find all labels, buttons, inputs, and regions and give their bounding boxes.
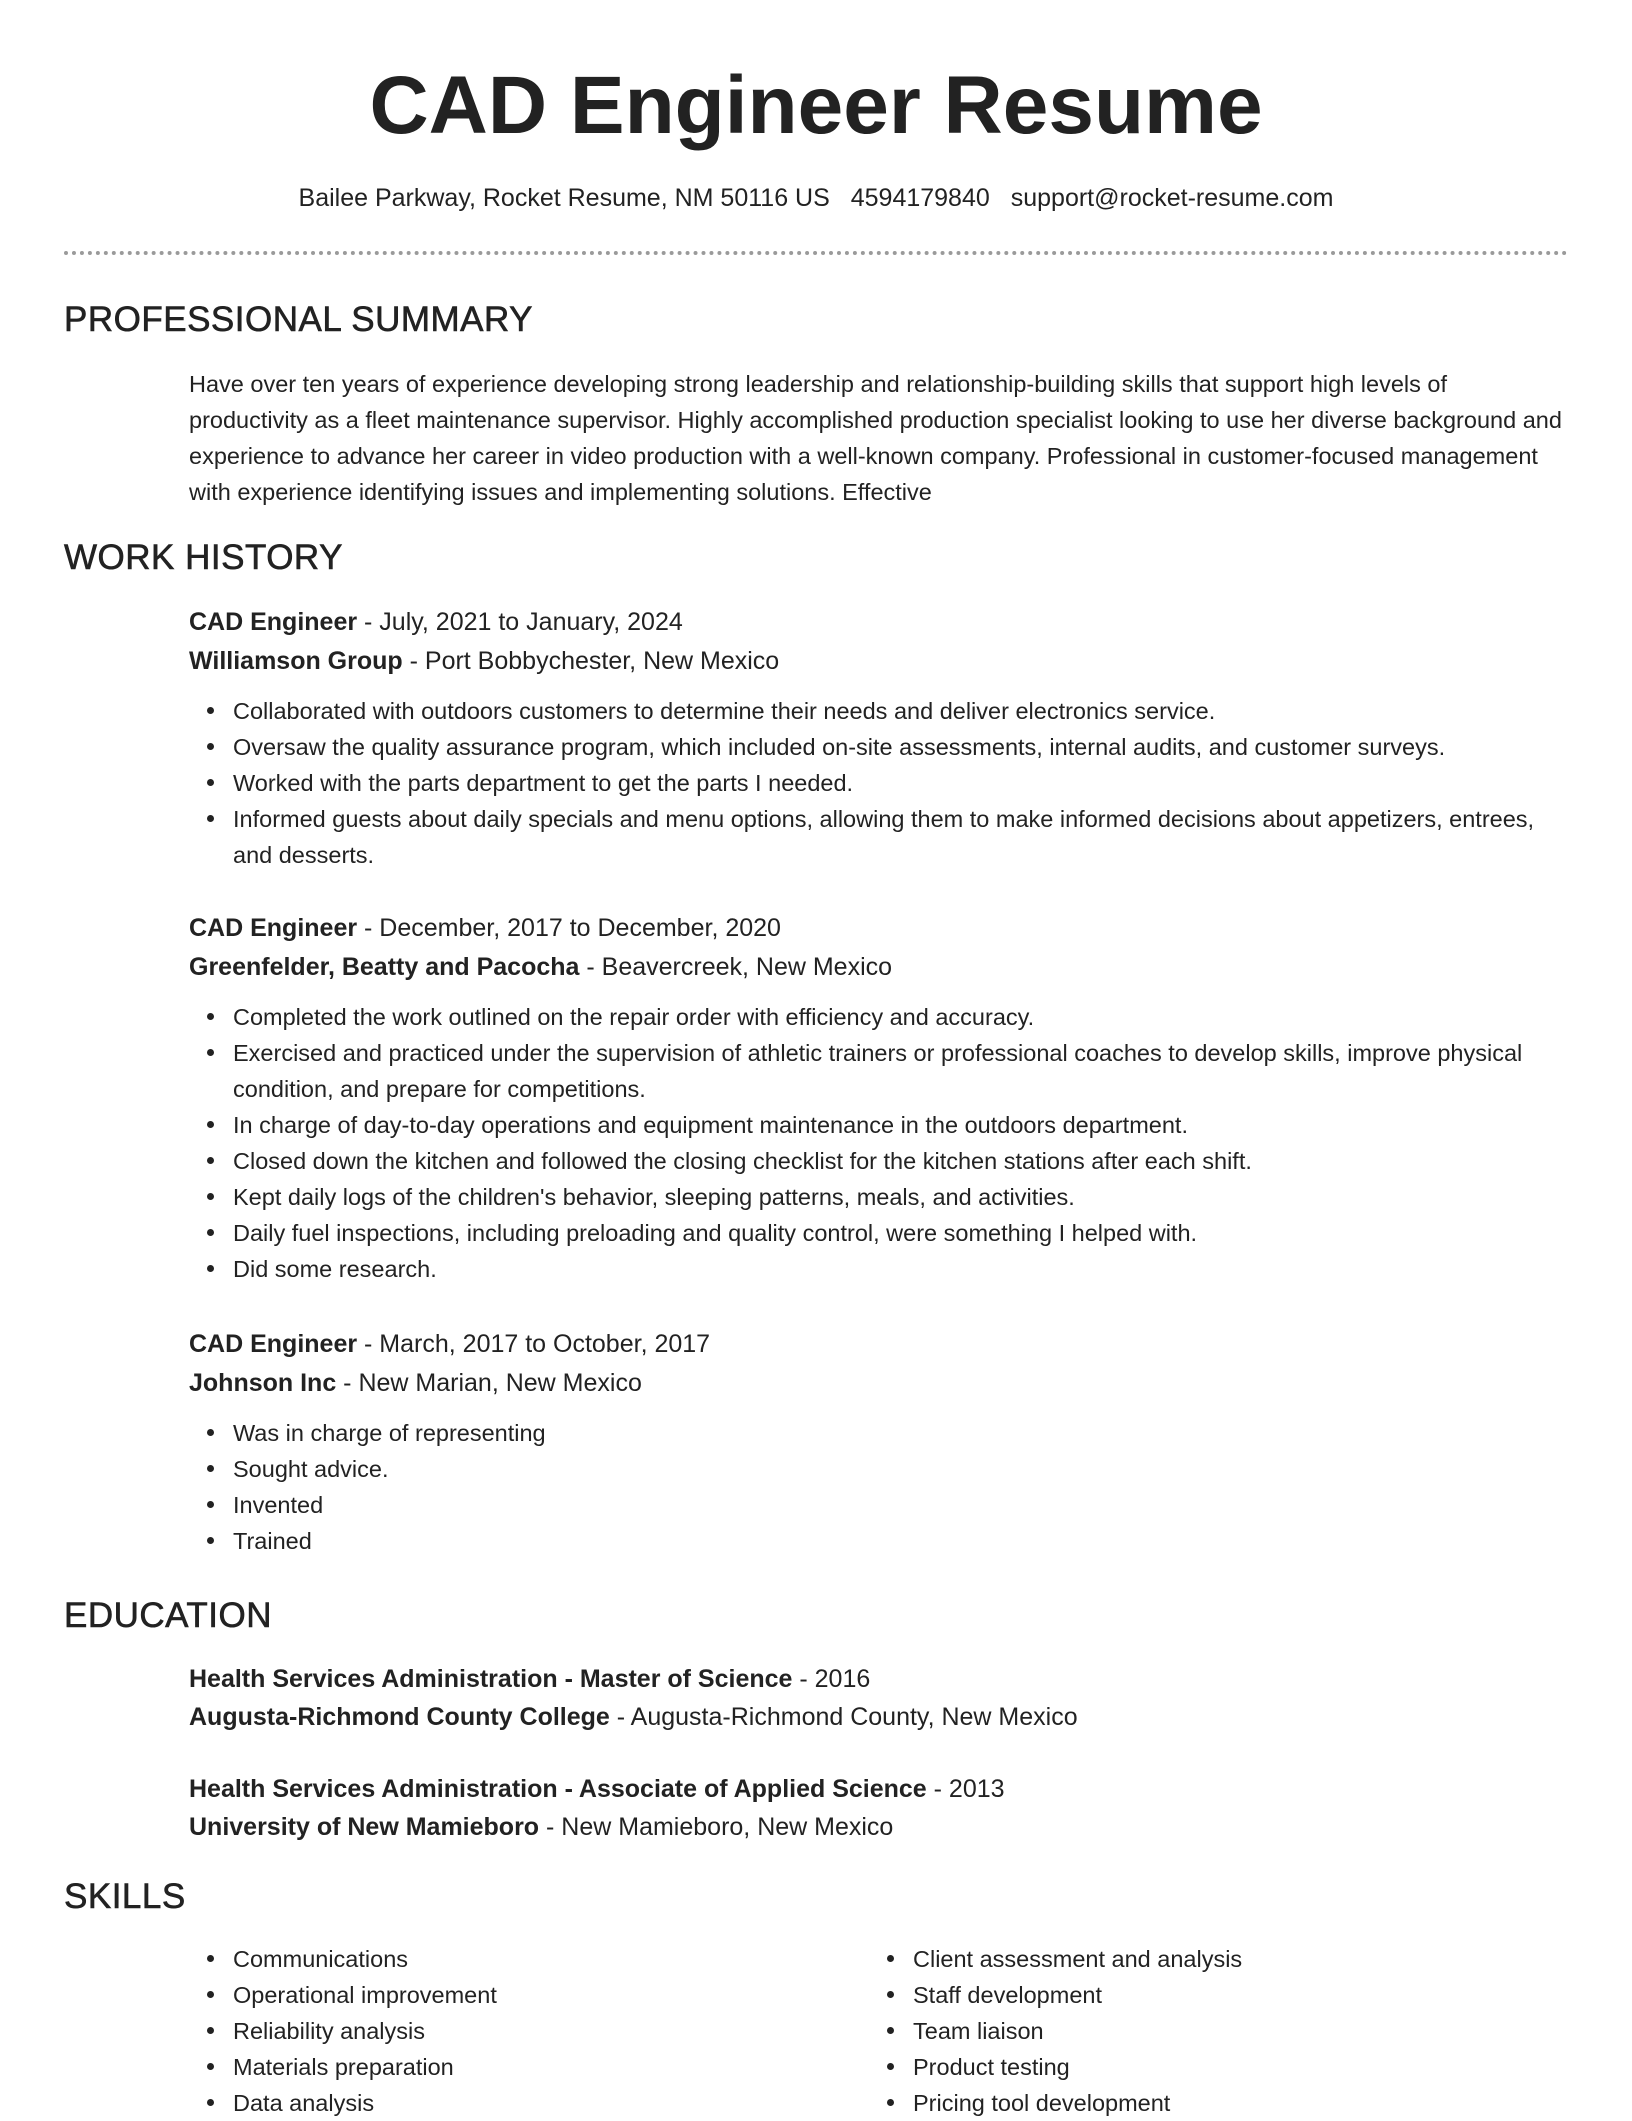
education-school: University of New Mamieboro — [189, 1813, 540, 1841]
job-title-line — [189, 1325, 1569, 1364]
contact-address: Bailee Parkway, Rocket Resume, NM 50116 US — [298, 184, 830, 212]
education-location: - New Mamieboro, New Mexico — [539, 1813, 894, 1841]
job-company: Johnson Inc — [189, 1369, 337, 1397]
job-bullet: Was in charge of representing — [233, 1415, 1569, 1451]
education-school-line — [189, 1808, 1569, 1846]
education-year: - 2013 — [926, 1775, 1005, 1803]
skill-item: Team liaison — [913, 2013, 1509, 2049]
job-bullet: Kept daily logs of the children's behavior, sleeping patterns, meals, and activities. — [233, 1179, 1569, 1215]
job-bullet: Trained — [233, 1523, 1569, 1559]
job-entry — [189, 603, 1569, 873]
job-bullet: Daily fuel inspections, including preloading and quality control, were something I helped with. — [233, 1215, 1569, 1251]
job-bullet: Collaborated with outdoors customers to determine their needs and deliver electronics service. — [233, 693, 1569, 729]
job-bullet: Did some research. — [233, 1251, 1569, 1287]
job-bullet: Sought advice. — [233, 1451, 1569, 1487]
education-degree-line — [189, 1770, 1569, 1808]
job-bullets — [189, 1415, 1569, 1559]
job-bullet: Invented — [233, 1487, 1569, 1523]
contact-phone: 4594179840 — [850, 184, 990, 212]
job-title: CAD Engineer — [189, 608, 358, 636]
education-location: - Augusta-Richmond County, New Mexico — [609, 1703, 1078, 1731]
job-bullet: Closed down the kitchen and followed the closing checklist for the kitchen stations after each shift. — [233, 1143, 1569, 1179]
job-entry — [189, 1325, 1569, 1559]
job-bullets — [189, 999, 1569, 1287]
work-history-heading: WORK HISTORY — [64, 538, 343, 577]
header-divider — [64, 251, 1568, 255]
contact-line — [0, 180, 1632, 216]
resume-title: CAD Engineer Resume — [369, 60, 1263, 151]
skill-item: Data analysis — [233, 2085, 829, 2121]
job-company-line — [189, 642, 1569, 681]
job-dates: - July, 2021 to January, 2024 — [357, 608, 683, 636]
job-bullet: Informed guests about daily specials and menu options, allowing them to make informed decisions about appetizers, entrees, and desserts. — [233, 801, 1569, 873]
job-bullet: Exercised and practiced under the supervision of athletic trainers or professional coaches to develop skills, improve physical condition, and prepare for competitions. — [233, 1035, 1569, 1107]
contact-email: support@rocket-resume.com — [1010, 184, 1334, 212]
skill-item: Product testing — [913, 2049, 1509, 2085]
job-bullet: Worked with the parts department to get the parts I needed. — [233, 765, 1569, 801]
job-bullets — [189, 693, 1569, 873]
skill-item: Staff development — [913, 1977, 1509, 2013]
education-entry — [189, 1660, 1569, 1736]
job-company-line — [189, 948, 1569, 987]
skill-item: Operational improvement — [233, 1977, 829, 2013]
skill-item: Communications — [233, 1941, 829, 1977]
education-entry — [189, 1770, 1569, 1846]
job-bullet: In charge of day-to-day operations and equipment maintenance in the outdoors department. — [233, 1107, 1569, 1143]
job-title: CAD Engineer — [189, 1330, 358, 1358]
skills-list — [869, 1941, 1509, 2121]
job-company-line — [189, 1364, 1569, 1403]
job-title-line — [189, 603, 1569, 642]
summary-heading: PROFESSIONAL SUMMARY — [64, 300, 533, 339]
summary-text: Have over ten years of experience developing strong leadership and relationship-building skills that support high levels of productivity as a fleet maintenance supervisor. Highly accomplished production specialist looking to use her diverse background and experience to advance her career in video production with a well-known company. Professional in customer-focused management with experience identifying issues and implementing solutions. Effective — [189, 371, 1562, 505]
job-company: Greenfelder, Beatty and Pacocha — [189, 953, 580, 981]
job-location: - Port Bobbychester, New Mexico — [402, 647, 780, 675]
job-dates: - December, 2017 to December, 2020 — [357, 914, 781, 942]
job-company: Williamson Group — [189, 647, 403, 675]
job-location: - Beavercreek, New Mexico — [579, 953, 893, 981]
job-bullet: Oversaw the quality assurance program, which included on-site assessments, internal audits, and customer surveys. — [233, 729, 1569, 765]
skill-item: Client assessment and analysis — [913, 1941, 1509, 1977]
job-location: - New Marian, New Mexico — [336, 1369, 642, 1397]
skill-item: Materials preparation — [233, 2049, 829, 2085]
skills-column-left — [189, 1941, 829, 2121]
job-title: CAD Engineer — [189, 914, 358, 942]
job-dates: - March, 2017 to October, 2017 — [357, 1330, 711, 1358]
education-heading: EDUCATION — [64, 1596, 273, 1635]
job-bullet: Completed the work outlined on the repair order with efficiency and accuracy. — [233, 999, 1569, 1035]
education-degree: Health Services Administration - Master of Science — [189, 1665, 793, 1693]
job-title-line — [189, 909, 1569, 948]
education-school: Augusta-Richmond County College — [189, 1703, 610, 1731]
skills-heading: SKILLS — [64, 1877, 186, 1916]
education-school-line — [189, 1698, 1569, 1736]
skill-item: Pricing tool development — [913, 2085, 1509, 2121]
education-year: - 2016 — [792, 1665, 871, 1693]
job-entry — [189, 909, 1569, 1287]
education-degree-line — [189, 1660, 1569, 1698]
skill-item: Reliability analysis — [233, 2013, 829, 2049]
skills-list — [189, 1941, 829, 2121]
education-degree: Health Services Administration - Associate of Applied Science — [189, 1775, 927, 1803]
skills-column-right — [869, 1941, 1509, 2121]
